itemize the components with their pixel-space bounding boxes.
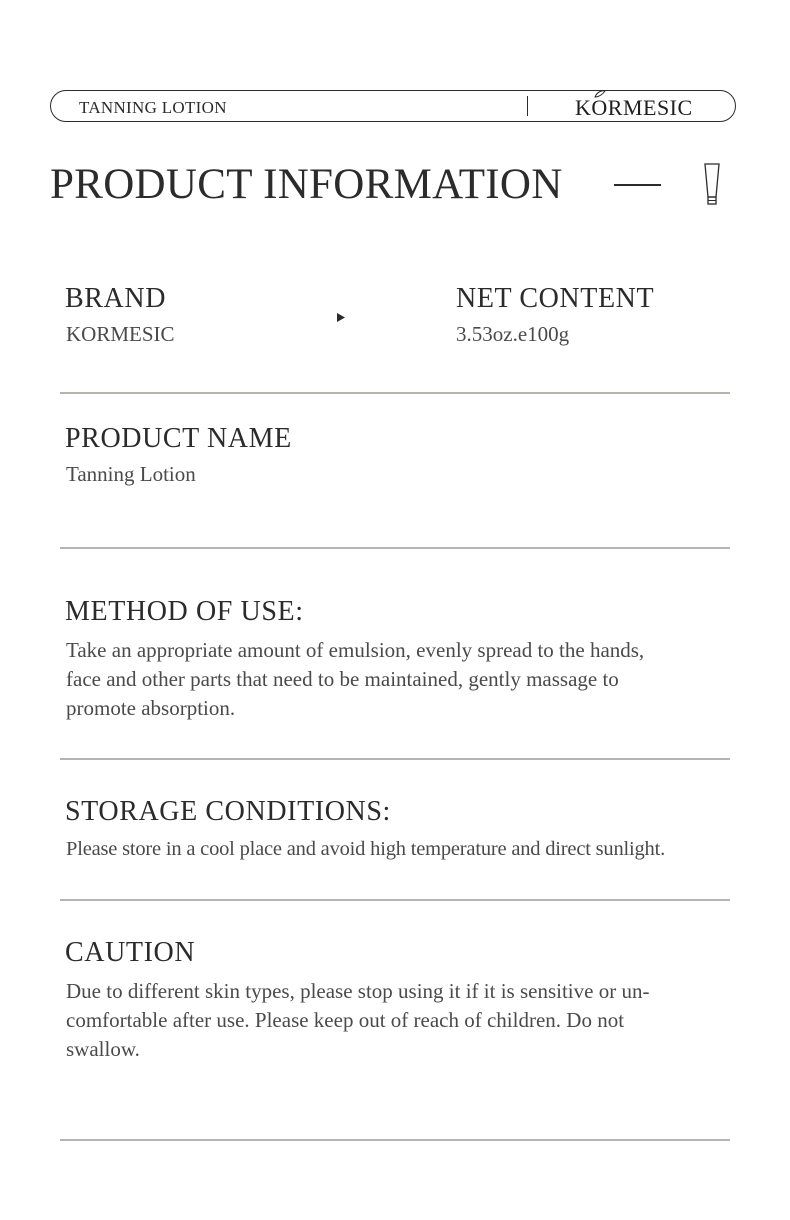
caution-line: comfortable after use. Please keep out of reach of children. Do not [66, 1008, 625, 1032]
storage-conditions-label: STORAGE CONDITIONS: [65, 796, 391, 827]
header-label: TANNING LOTION [79, 98, 227, 117]
section-divider [60, 392, 730, 394]
leaf-icon [594, 90, 606, 98]
tube-icon [703, 163, 721, 205]
storage-conditions-text: Please store in a cool place and avoid high temperature and direct sunlight. [66, 838, 666, 860]
method-of-use-line: promote absorption. [66, 696, 236, 720]
product-name-label: PRODUCT NAME [65, 423, 292, 454]
page-title: PRODUCT INFORMATION [50, 161, 563, 208]
header-bar [50, 90, 736, 122]
caution-label: CAUTION [65, 937, 196, 968]
method-of-use-text [66, 636, 644, 723]
header-brand-logo: KORMESIC [575, 95, 693, 120]
section-divider [60, 899, 730, 901]
net-content-value: 3.53oz.e100g [456, 322, 570, 346]
brand-label: BRAND [65, 283, 167, 314]
section-divider [60, 1139, 730, 1141]
title-dash-divider [614, 184, 661, 186]
method-of-use-line: face and other parts that need to be maintained, gently massage to [66, 667, 619, 691]
caution-line: Due to different skin types, please stop using it if it is sensitive or un- [66, 979, 650, 1003]
method-of-use-label: METHOD OF USE: [65, 596, 304, 627]
section-divider [60, 758, 730, 760]
brand-value: KORMESIC [66, 322, 175, 346]
play-icon [337, 313, 345, 322]
header-divider [527, 96, 528, 116]
net-content-label: NET CONTENT [456, 283, 655, 314]
product-name-value: Tanning Lotion [66, 462, 196, 486]
caution-line: swallow. [66, 1037, 140, 1061]
caution-text [66, 977, 649, 1064]
method-of-use-line: Take an appropriate amount of emulsion, evenly spread to the hands, [66, 638, 645, 662]
section-divider [60, 547, 730, 549]
